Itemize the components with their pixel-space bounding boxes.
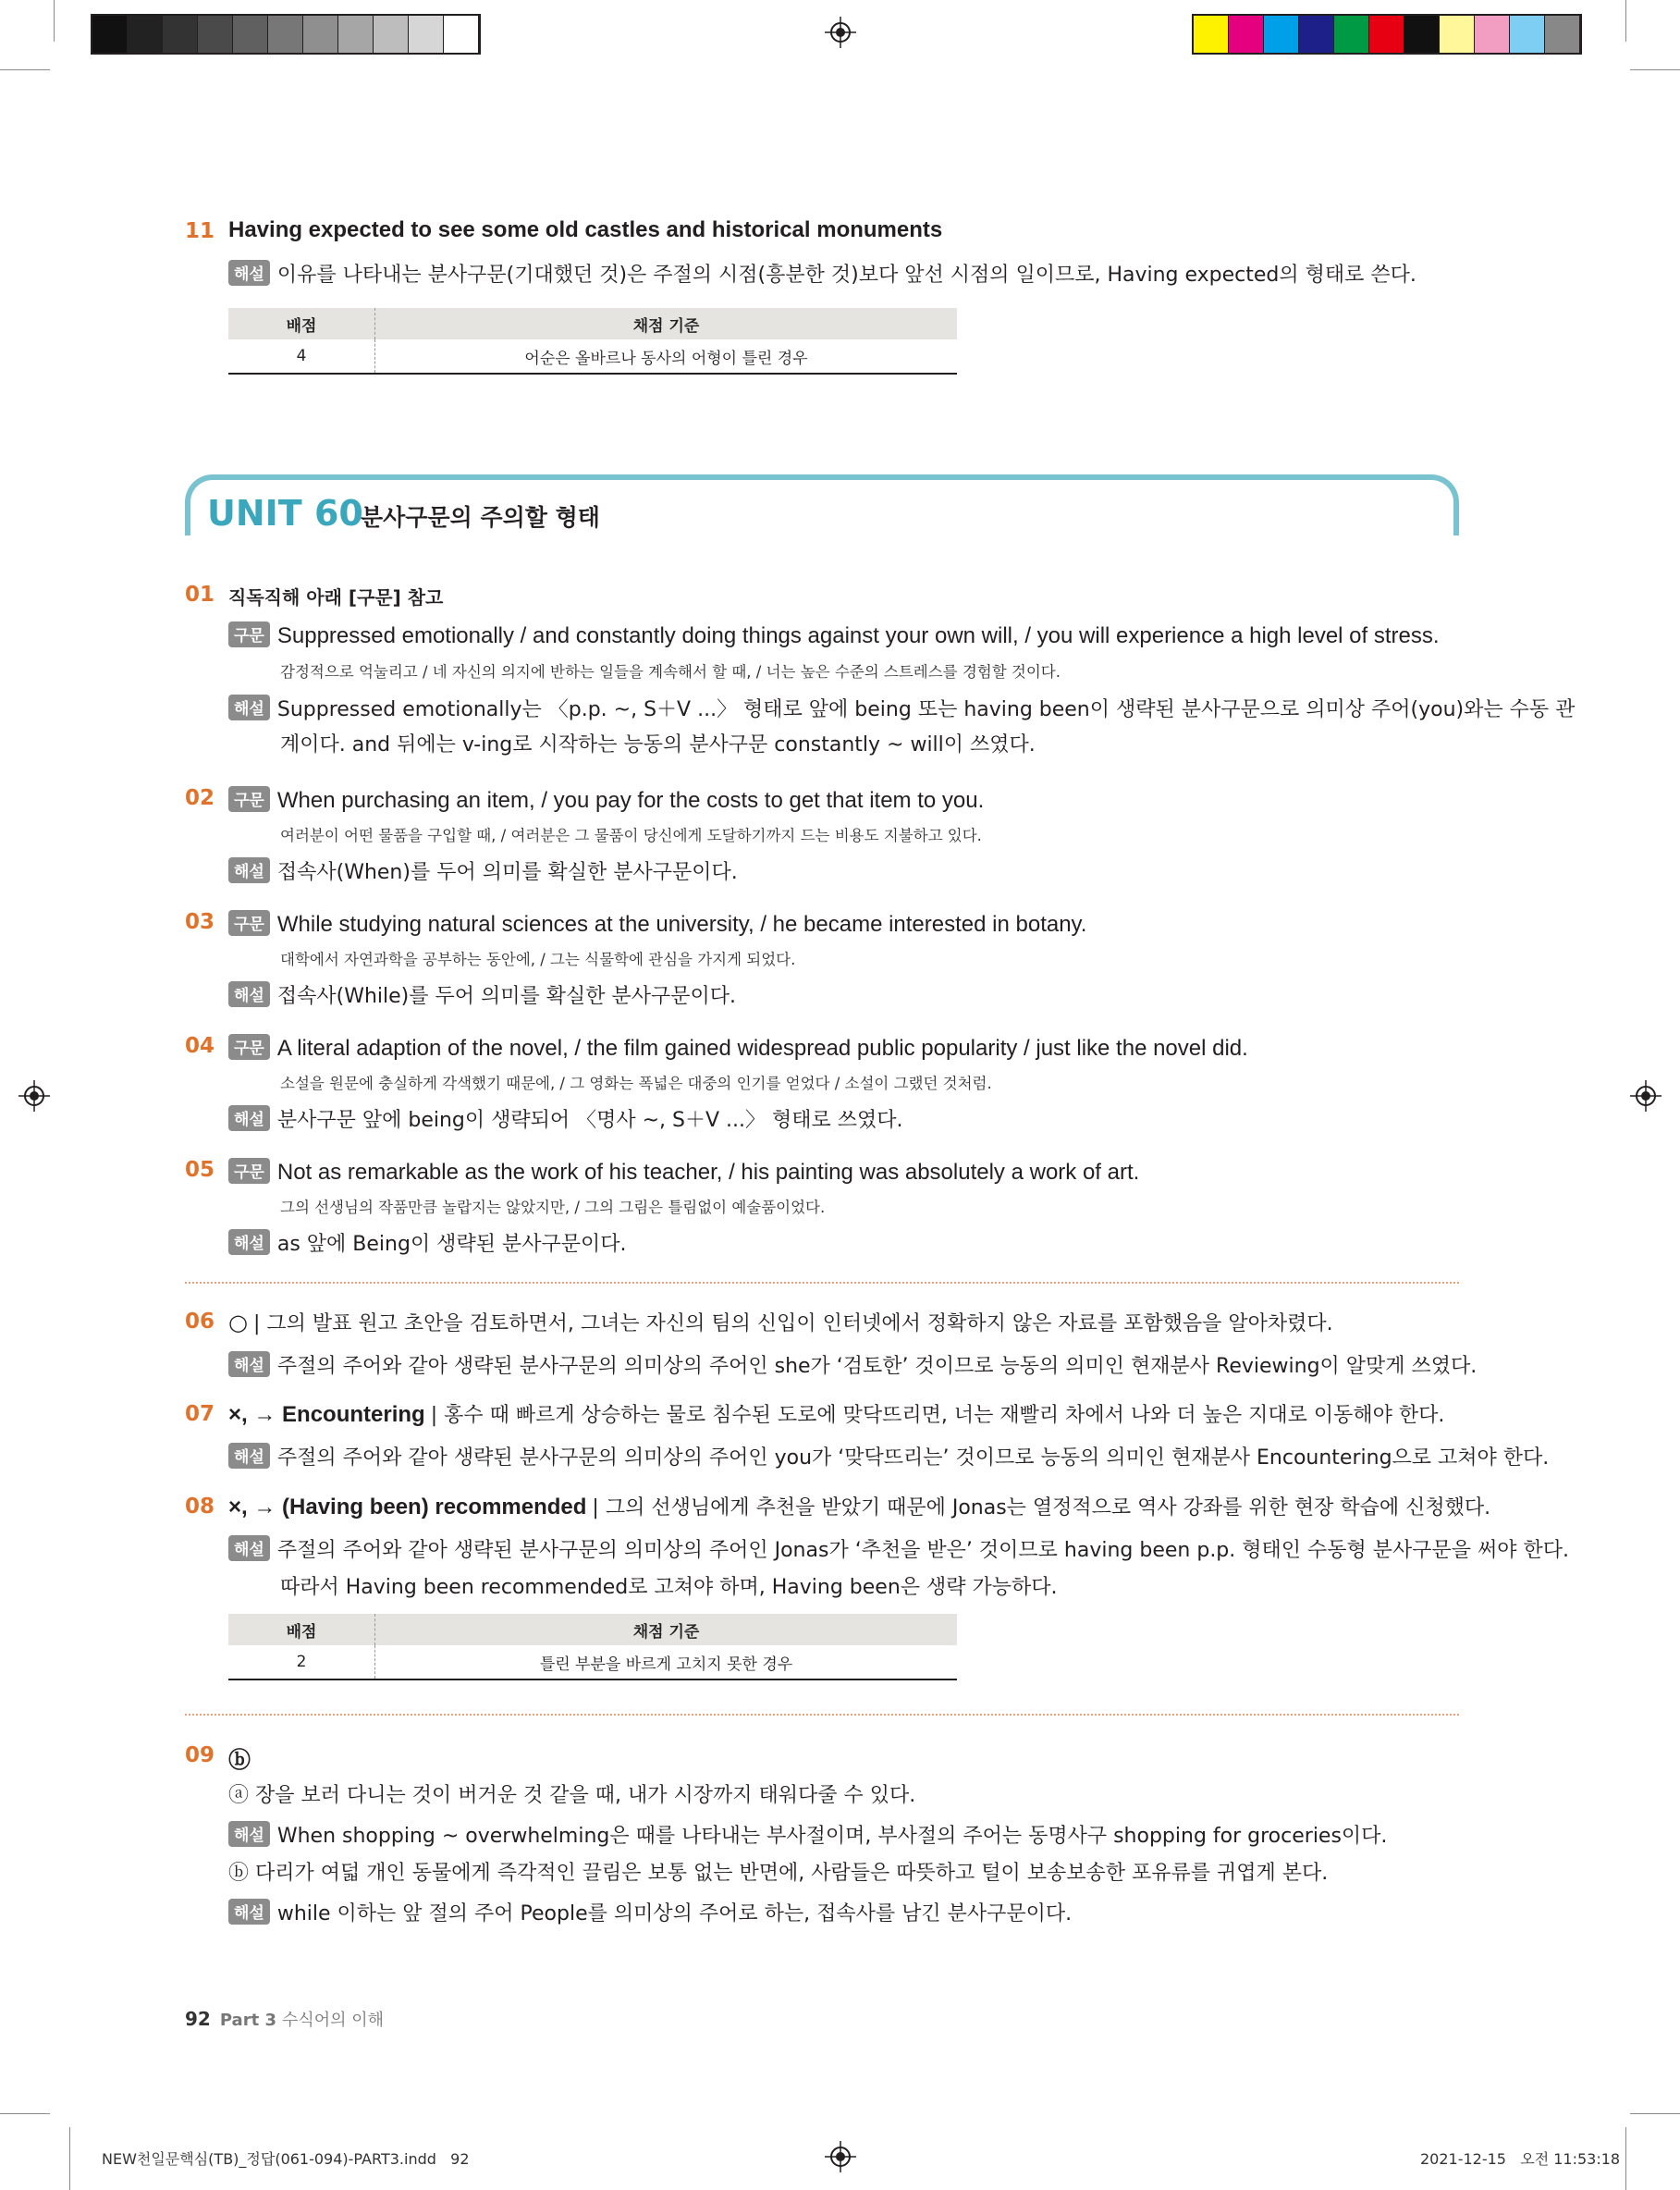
option-a-translation: ⓐ 장을 보러 다니는 것이 버거운 것 같을 때, 내가 시장까지 태워다줄 수 있다. xyxy=(228,1784,916,1807)
header-criterion: 채점 기준 xyxy=(374,308,957,339)
color-swatch xyxy=(233,16,268,53)
crop-mark xyxy=(54,0,55,42)
answer-text: Having expected to see some old castles and historical monuments xyxy=(228,217,943,242)
question-heading: 직독직해 아래 [구문] 참고 xyxy=(228,586,444,609)
sentence xyxy=(228,786,984,814)
color-swatch xyxy=(444,16,479,53)
explanation xyxy=(228,1350,1477,1379)
explanation-tag: 해설 xyxy=(228,1899,270,1925)
color-swatch xyxy=(374,16,409,53)
explanation xyxy=(228,1898,1072,1926)
page-footer xyxy=(185,2007,384,2031)
crop-mark xyxy=(0,2113,50,2114)
explanation-tag: 해설 xyxy=(228,857,270,883)
color-swatch xyxy=(1510,16,1545,53)
explanation-text: When shopping ~ overwhelming은 때를 나타내는 부사절이며, 부사절의 주어는 동명사구 shopping for groceries이다. xyxy=(276,1825,1388,1848)
answer-mark: ⓑ xyxy=(228,1747,251,1773)
section-divider xyxy=(185,1714,1459,1716)
header-score: 배점 xyxy=(286,1622,317,1642)
answer-line xyxy=(228,1492,1490,1520)
color-swatch xyxy=(1440,16,1475,53)
color-swatch xyxy=(1229,16,1264,53)
explanation-text: while 이하는 앞 절의 주어 People를 의미상의 주어로 하는, 접속사를 남긴 분사구문이다. xyxy=(276,1902,1073,1925)
color-swatch xyxy=(92,16,128,53)
explanation-continued: 계이다. and 뒤에는 v-ing로 시작하는 능동의 분사구문 constantly ~ will이 쓰였다. xyxy=(280,733,1036,757)
answer-line xyxy=(228,1308,1333,1336)
unit-title: 분사구문의 주의할 형태 xyxy=(361,504,600,531)
explanation-text: 주절의 주어와 같아 생략된 분사구문의 의미상의 주어인 she가 ‘검토한’ 것이므로 능동의 의미인 현재분사 Reviewing이 알맞게 쓰였다. xyxy=(276,1355,1478,1378)
explanation-text: as 앞에 Being이 생략된 분사구문이다. xyxy=(276,1233,627,1256)
registration-mark-icon xyxy=(825,17,856,48)
sentence xyxy=(228,910,1086,938)
table-header xyxy=(228,308,957,339)
sentence xyxy=(228,1158,1139,1186)
table-row xyxy=(228,339,957,375)
cell-score: 4 xyxy=(296,347,307,365)
question-number: 03 xyxy=(185,910,215,934)
color-swatch xyxy=(1194,16,1229,53)
explanation-text: 접속사(When)를 두어 의미를 확실한 분사구문이다. xyxy=(276,861,738,884)
answer-line xyxy=(228,1399,1444,1428)
print-date: 2021-12-15 오전 11:53:18 xyxy=(1420,2150,1621,2168)
explanation-text: 주절의 주어와 같아 생략된 분사구문의 의미상의 주어인 Jonas가 ‘추천을 받은’ 것이므로 having been p.p. 형태인 수동형 분사구문을 써야 한다. xyxy=(276,1539,1570,1562)
color-swatch xyxy=(1545,16,1580,53)
sentence xyxy=(228,1034,1248,1062)
korean-translation: 소설을 원문에 충실하게 각색했기 때문에, / 그 영화는 폭넓은 대중의 인기를 얻었다 / 소설이 그랬던 것처럼. xyxy=(280,1075,992,1092)
structure-tag: 구문 xyxy=(228,910,270,936)
english-sentence: While studying natural sciences at the university, / he became interested in botany. xyxy=(276,912,1087,937)
crop-mark xyxy=(1630,2113,1680,2114)
color-swatch xyxy=(1299,16,1334,53)
explanation xyxy=(228,1442,1549,1470)
header-score: 배점 xyxy=(286,316,317,336)
color-swatch xyxy=(1475,16,1510,53)
color-swatch xyxy=(163,16,198,53)
explanation xyxy=(228,1820,1387,1849)
question-number: 04 xyxy=(185,1034,215,1058)
answer-mark: ×, → Encountering xyxy=(228,1402,425,1427)
color-swatch xyxy=(1334,16,1369,53)
structure-tag: 구문 xyxy=(228,786,270,812)
table-header xyxy=(228,1614,957,1645)
color-swatch xyxy=(268,16,303,53)
unit-label: UNIT 60 xyxy=(207,493,363,534)
explanation-tag: 해설 xyxy=(228,260,270,286)
explanation xyxy=(228,856,738,885)
question-number: 02 xyxy=(185,786,215,810)
color-swatch xyxy=(128,16,163,53)
question-number: 11 xyxy=(185,219,215,243)
color-swatch xyxy=(409,16,444,53)
table-row xyxy=(228,1645,957,1680)
color-swatch xyxy=(303,16,338,53)
explanation-tag: 해설 xyxy=(228,1443,270,1469)
structure-tag: 구문 xyxy=(228,621,270,647)
registration-mark-icon xyxy=(1630,1080,1662,1112)
question-number: 05 xyxy=(185,1158,215,1182)
color-swatch xyxy=(1404,16,1440,53)
scoring-table xyxy=(228,308,957,375)
cell-criterion: 어순은 올바르나 동사의 어형이 틀린 경우 xyxy=(374,339,957,373)
registration-mark-icon xyxy=(18,1080,50,1112)
question-number: 08 xyxy=(185,1495,215,1519)
cmyk-color-bar xyxy=(1192,14,1582,55)
cell-score: 2 xyxy=(296,1653,307,1671)
explanation-text: 접속사(While)를 두어 의미를 확실한 분사구문이다. xyxy=(276,985,736,1008)
korean-translation: | 그의 발표 원고 초안을 검토하면서, 그녀는 자신의 팀의 신입이 인터넷에서 정확하지 않은 자료를 포함했음을 알아차렸다. xyxy=(252,1312,1333,1335)
structure-tag: 구문 xyxy=(228,1034,270,1060)
explanation xyxy=(228,1534,1569,1563)
explanation-tag: 해설 xyxy=(228,981,270,1007)
explanation-text: 분사구문 앞에 being이 생략되어 〈명사 ~, S＋V ...〉 형태로 쓰였다. xyxy=(276,1109,903,1132)
registration-mark-icon xyxy=(825,2141,856,2172)
option-b-translation: ⓑ 다리가 여덟 개인 동물에게 즉각적인 끌림은 보통 없는 반면에, 사람들은 따뜻하고 털이 보송보송한 포유류를 귀엽게 본다. xyxy=(228,1862,1329,1885)
question-number: 06 xyxy=(185,1310,215,1334)
explanation-tag: 해설 xyxy=(228,1229,270,1255)
korean-translation: 그의 선생님의 작품만큼 놀랍지는 않았지만, / 그의 그림은 틀림없이 예술품이었다. xyxy=(280,1199,826,1216)
page-number: 92 xyxy=(185,2008,211,2030)
question-number: 01 xyxy=(185,583,215,607)
english-sentence: Suppressed emotionally / and constantly doing things against your own will, / you will experience a high level of stress. xyxy=(276,623,1440,648)
crop-mark xyxy=(1625,0,1626,42)
explanation-text: 이유를 나타내는 분사구문(기대했던 것)은 주절의 시점(흥분한 것)보다 앞선 시점의 일이므로, Having expected의 형태로 쓴다. xyxy=(276,264,1416,287)
explanation-tag: 해설 xyxy=(228,695,270,720)
color-swatch xyxy=(1369,16,1404,53)
crop-mark xyxy=(0,69,50,70)
color-swatch xyxy=(198,16,233,53)
color-swatch xyxy=(1264,16,1299,53)
crop-mark xyxy=(1630,69,1680,70)
english-sentence: A literal adaption of the novel, / the film gained widespread public popularity / just like the novel did. xyxy=(276,1036,1248,1061)
crop-mark xyxy=(1625,2127,1626,2190)
part-title: 수식어의 이해 xyxy=(281,2011,385,2030)
explanation xyxy=(228,259,1416,288)
file-slug: NEW천일문핵심(TB)_정답(061-094)-PART3.indd 92 xyxy=(102,2150,470,2168)
explanation xyxy=(228,1104,903,1133)
explanation-tag: 해설 xyxy=(228,1105,270,1131)
explanation-continued: 따라서 Having been recommended로 고쳐야 하며, Having been은 생략 가능하다. xyxy=(280,1576,1058,1599)
explanation xyxy=(228,694,1575,722)
explanation xyxy=(228,1228,626,1257)
explanation-text: Suppressed emotionally는 〈p.p. ~, S＋V ...〉 형태로 앞에 being 또는 having been이 생략된 분사구문으로 의미상 주어(you)와는 수동 관 xyxy=(276,698,1576,721)
cell-criterion: 틀린 부분을 바르게 고치지 못한 경우 xyxy=(374,1645,957,1679)
gray-color-bar xyxy=(91,14,481,55)
section-divider xyxy=(185,1282,1459,1284)
explanation-tag: 해설 xyxy=(228,1535,270,1561)
answer-mark: ○ xyxy=(228,1310,248,1335)
explanation xyxy=(228,980,736,1009)
korean-translation: | 그의 선생님에게 추천을 받았기 때문에 Jonas는 열정적으로 역사 강좌를 위한 현장 학습에 신청했다. xyxy=(592,1496,1491,1519)
english-sentence: Not as remarkable as the work of his teacher, / his painting was absolutely a work of art. xyxy=(276,1160,1140,1185)
crop-mark xyxy=(69,2127,70,2190)
korean-translation: 대학에서 자연과학을 공부하는 동안에, / 그는 식물학에 관심을 가지게 되었다. xyxy=(280,951,796,968)
sentence xyxy=(228,621,1440,649)
korean-translation: 여러분이 어떤 물품을 구입할 때, / 여러분은 그 물품이 당신에게 도달하기까지 드는 비용도 지불하고 있다. xyxy=(280,827,982,844)
question-number: 09 xyxy=(185,1743,215,1767)
color-swatch xyxy=(338,16,374,53)
part-label: Part 3 xyxy=(219,2011,276,2030)
english-sentence: When purchasing an item, / you pay for the costs to get that item to you. xyxy=(276,788,985,813)
question-number: 07 xyxy=(185,1402,215,1426)
scoring-table xyxy=(228,1614,957,1680)
answer-mark: ×, → (Having been) recommended xyxy=(228,1495,587,1519)
korean-translation: 감정적으로 억눌리고 / 네 자신의 의지에 반하는 일들을 계속해서 할 때, / 너는 높은 수준의 스트레스를 경험할 것이다. xyxy=(280,663,1061,681)
structure-tag: 구문 xyxy=(228,1158,270,1184)
explanation-text: 주절의 주어와 같아 생략된 분사구문의 의미상의 주어인 you가 ‘맞닥뜨리는’ 것이므로 능동의 의미인 현재분사 Encountering으로 고쳐야 한다. xyxy=(276,1446,1550,1470)
explanation-tag: 해설 xyxy=(228,1821,270,1847)
korean-translation: | 홍수 때 빠르게 상승하는 물로 침수된 도로에 맞닥뜨리면, 너는 재빨리 차에서 나와 더 높은 지대로 이동해야 한다. xyxy=(430,1404,1445,1427)
explanation-tag: 해설 xyxy=(228,1351,270,1377)
header-criterion: 채점 기준 xyxy=(374,1614,957,1645)
